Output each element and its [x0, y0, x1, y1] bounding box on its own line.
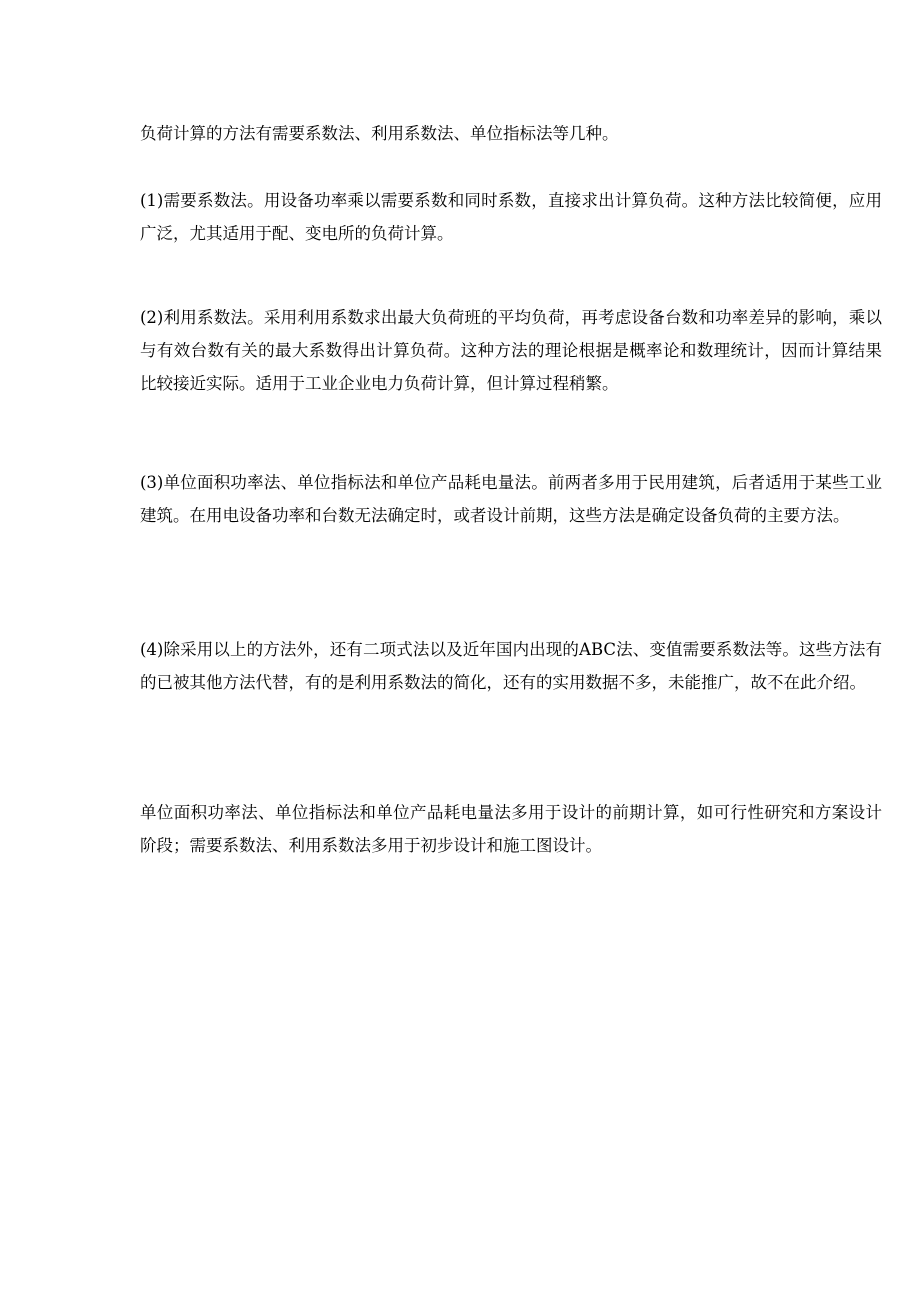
method-1-paragraph: (1)需要系数法。用设备功率乘以需要系数和同时系数，直接求出计算负荷。这种方法比较简便，应用广泛，尤其适用于配、变电所的负荷计算。	[140, 191, 882, 243]
method-3-paragraph: (3)单位面积功率法、单位指标法和单位产品耗电量法。前两者多用于民用建筑，后者适用于某些工业建筑。在用电设备功率和台数无法确定时，或者设计前期，这些方法是确定设备负荷的主要方法。	[140, 473, 882, 525]
method-4-paragraph: (4)除采用以上的方法外，还有二项式法以及近年国内出现的ABC法、变值需要系数法等。这些方法有的已被其他方法代替，有的是利用系数法的简化，还有的实用数据不多，未能推广，故不在此介绍。	[140, 640, 882, 692]
summary-paragraph: 单位面积功率法、单位指标法和单位产品耗电量法多用于设计的前期计算，如可行性研究和方案设计阶段；需要系数法、利用系数法多用于初步设计和施工图设计。	[140, 803, 882, 855]
method-2-paragraph: (2)利用系数法。采用利用系数求出最大负荷班的平均负荷，再考虑设备台数和功率差异的影响，乘以与有效台数有关的最大系数得出计算负荷。这种方法的理论根据是概率论和数理统计，因而计算结果比较接近实际。适用于工业企业电力负荷计算，但计算过程稍繁。	[140, 308, 882, 393]
intro-paragraph: 负荷计算的方法有需要系数法、利用系数法、单位指标法等几种。	[140, 124, 619, 143]
